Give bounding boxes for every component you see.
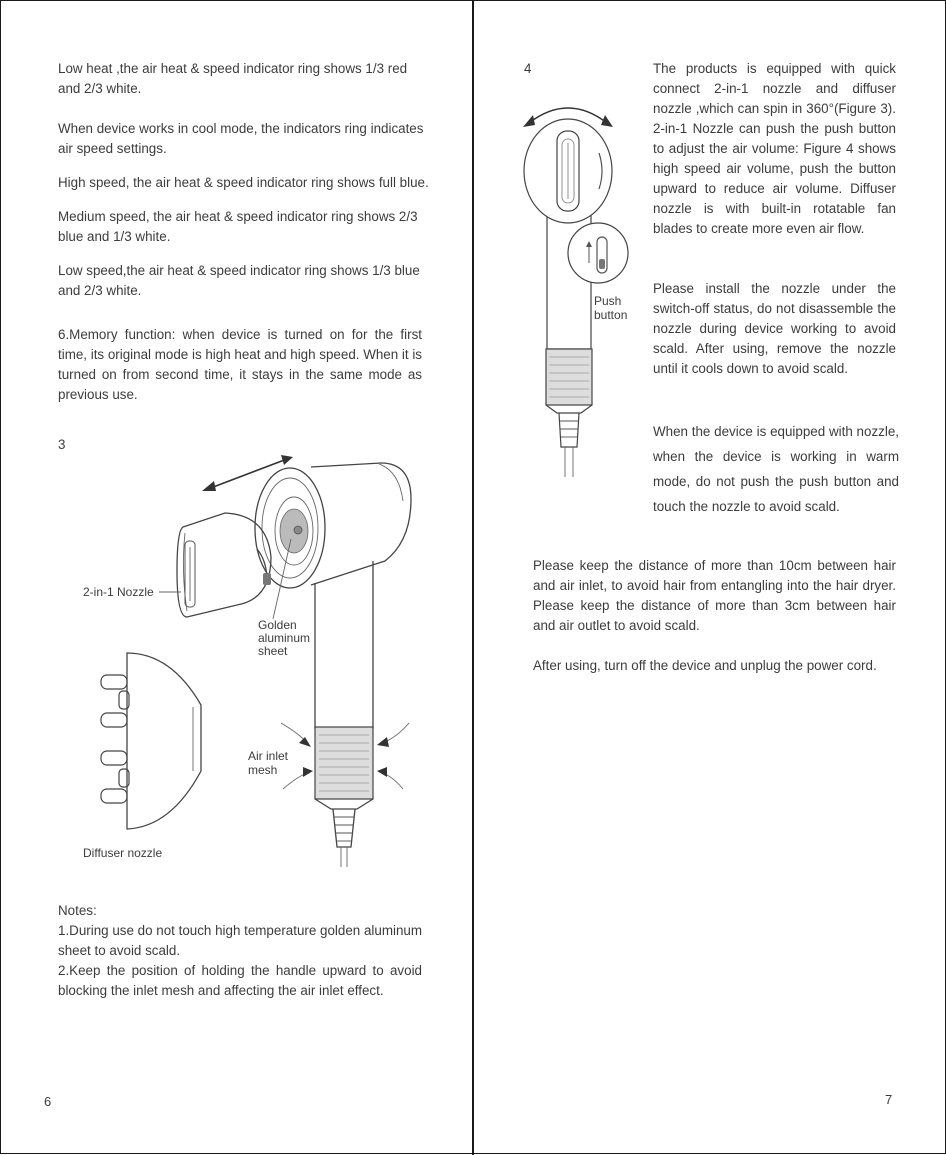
paragraph-after-use: After using, turn off the device and unplug the power cord.	[533, 658, 877, 673]
label-diffuser-nozzle: Diffuser nozzle	[83, 846, 163, 860]
paragraph-low-speed: Low speed,the air heat & speed indicator ring shows 1/3 blue and 2/3 white.	[58, 263, 420, 298]
paragraph-medium-speed: Medium speed, the air heat & speed indicator ring shows 2/3 blue and 1/3 white.	[58, 209, 418, 244]
paragraph-keep-distance: Please keep the distance of more than 10cm between hair and air inlet, to avoid hair from entangling into the hair dryer. Please keep the distance of more than 3cm between hair and air outlet to avoid scald.	[533, 558, 896, 633]
nozzle-drawing	[177, 513, 271, 617]
double-arrow-icon	[202, 455, 293, 491]
figure-4-illustration	[473, 1, 653, 491]
dryer-head-drawing	[255, 463, 411, 588]
figure-4-number: 4	[524, 61, 532, 76]
figure-3-illustration	[1, 1, 473, 881]
paragraph-warm-mode: When the device is equipped with nozzle, when the device is working in warm mode, do not push the push button and touch the nozzle to avoid scald.	[653, 424, 899, 514]
page-number-left: 6	[44, 1094, 52, 1109]
paragraph-cool-mode: When device works in cool mode, the indicators ring indicates air speed settings.	[58, 121, 424, 156]
label-push-line-2: button	[594, 308, 628, 322]
notes-title: Notes:	[58, 903, 97, 918]
note-1: 1.During use do not touch high temperature golden aluminum sheet to avoid scald.	[58, 923, 423, 958]
golden-leader-line	[273, 539, 291, 619]
label-push-line-1: Push	[594, 294, 622, 308]
paragraph-memory-function: 6.Memory function: when device is turned on for the first time, its original mode is high heat and high speed. When it is turned on from second time, it stays in the same mode as previous use.	[58, 327, 422, 402]
note-2: 2.Keep the position of holding the handle upward to avoid blocking the inlet mesh and affecting the air inlet effect.	[58, 963, 422, 998]
dryer-handle-drawing	[315, 561, 373, 867]
paragraph-high-speed: High speed, the air heat & speed indicator ring shows full blue.	[58, 175, 429, 190]
paragraph-quick-connect: The products is equipped with quick connect 2-in-1 nozzle and diffuser nozzle ,which can spin in 360°(Figure 3). 2-in-1 Nozzle can push the push button to adjust the air volume: Figure 4 shows high speed air volume, push the button upward to reduce air volume. Diffuser nozzle is with built-in rotatable fan blades to create more even air flow.	[653, 61, 896, 236]
figure-3-number: 3	[58, 437, 66, 452]
label-golden-line-1: Golden	[258, 618, 297, 632]
label-inlet-line-1: Air inlet	[248, 749, 289, 763]
page-number-right: 7	[885, 1092, 893, 1107]
label-golden-line-3: sheet	[258, 644, 288, 658]
label-golden-line-2: aluminum	[258, 631, 311, 645]
label-2-in-1-nozzle: 2-in-1 Nozzle	[83, 585, 154, 599]
label-inlet-line-2: mesh	[248, 763, 278, 777]
diffuser-drawing	[101, 653, 201, 829]
paragraph-low-heat: Low heat ,the air heat & speed indicator ring shows 1/3 red and 2/3 white.	[58, 61, 408, 96]
paragraph-install-nozzle: Please install the nozzle under the switch-off status, do not disassemble the nozzle during device working to avoid scald. After using, remove the nozzle until it cools down to avoid scald.	[653, 281, 896, 376]
